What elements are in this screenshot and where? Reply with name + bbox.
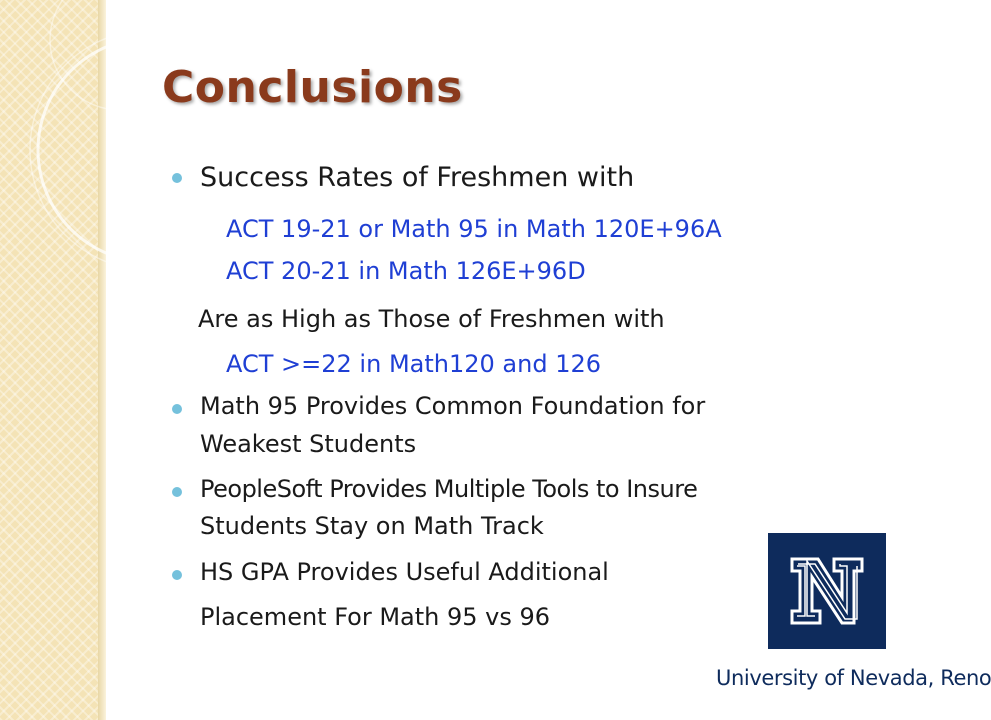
university-logo-text: University of Nevada, Reno [716,666,991,690]
bullet-4 [172,570,182,580]
bullet-text-math95-foundation: Math 95 Provides Common Foundation for [200,392,706,420]
subline-act-19-21: ACT 19-21 or Math 95 in Math 120E+96A [226,215,722,243]
bullet-2 [172,404,182,414]
bullet-text-peoplesoft: PeopleSoft Provides Multiple Tools to Insure [200,475,698,503]
subline-act-20-21: ACT 20-21 in Math 126E+96D [226,257,586,285]
decorative-arcs [0,0,200,300]
university-logo-mark [768,533,886,649]
bullet-text-hs-gpa: HS GPA Provides Useful Additional [200,558,609,586]
subline-act-22: ACT >=22 in Math120 and 126 [226,350,601,378]
bullet-text-success-rates: Success Rates of Freshmen with [200,162,635,193]
text-as-high-as: Are as High as Those of Freshmen with [198,305,665,333]
slide-title: Conclusions [162,62,463,113]
bullet-3 [172,487,182,497]
bullet-text-placement: Placement For Math 95 vs 96 [200,603,551,631]
bullet-text-weakest-students: Weakest Students [200,430,417,458]
bullet-1 [172,173,182,183]
bullet-text-math-track: Students Stay on Math Track [200,512,544,540]
block-n-icon [768,533,886,649]
